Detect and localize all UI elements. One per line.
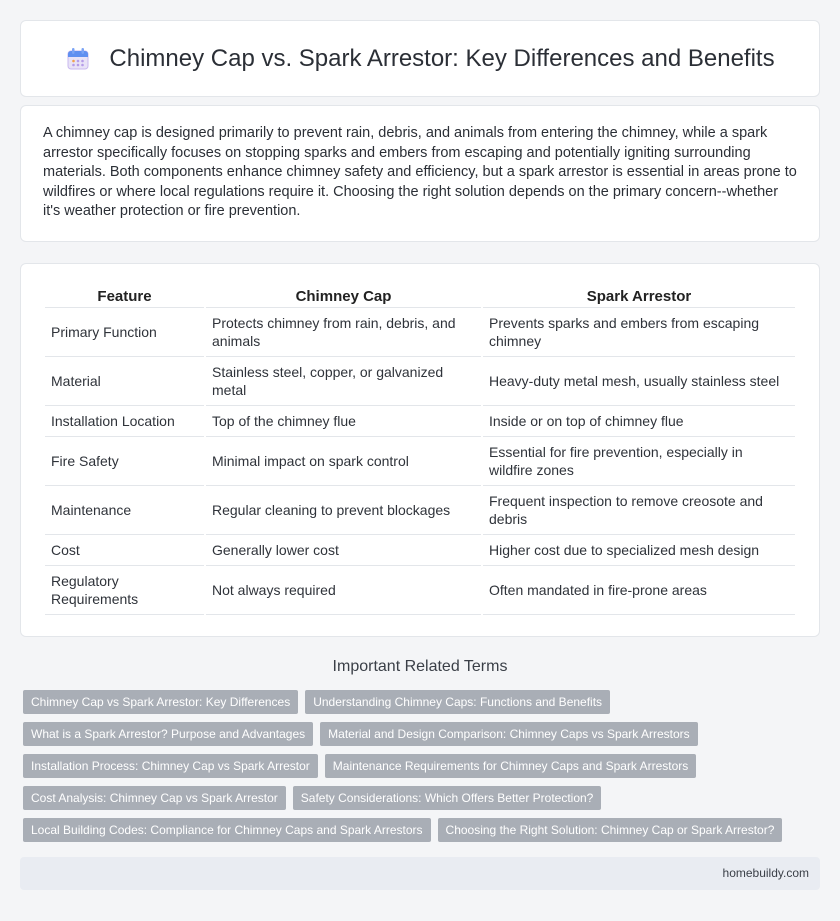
table-cell: Frequent inspection to remove creosote and debris <box>483 486 795 535</box>
footer-site[interactable]: homebuildy.com <box>722 866 809 880</box>
table-cell: Material <box>45 357 204 406</box>
header-spark-arrestor: Spark Arrestor <box>483 284 795 308</box>
related-terms-list <box>23 690 818 850</box>
term-row <box>23 690 818 714</box>
table-row <box>45 437 795 486</box>
term-row <box>23 722 818 746</box>
table-cell: Fire Safety <box>45 437 204 486</box>
table-row <box>45 357 795 406</box>
term-tag[interactable]: Maintenance Requirements for Chimney Caps and Spark Arrestors <box>325 754 697 778</box>
header-feature: Feature <box>45 284 204 308</box>
table-cell: Protects chimney from rain, debris, and animals <box>206 308 481 357</box>
term-tag[interactable]: Chimney Cap vs Spark Arrestor: Key Differences <box>23 690 298 714</box>
table-cell: Higher cost due to specialized mesh design <box>483 535 795 566</box>
footer <box>20 857 820 890</box>
table-row <box>45 566 795 615</box>
term-tag[interactable]: Installation Process: Chimney Cap vs Spark Arrestor <box>23 754 318 778</box>
table-row <box>45 535 795 566</box>
table-row <box>45 406 795 437</box>
related-terms-title: Important Related Terms <box>332 658 508 675</box>
table-cell: Heavy-duty metal mesh, usually stainless steel <box>483 357 795 406</box>
comparison-table <box>43 284 797 615</box>
table-cell: Prevents sparks and embers from escaping chimney <box>483 308 795 357</box>
table-cell: Top of the chimney flue <box>206 406 481 437</box>
table-cell: Cost <box>45 535 204 566</box>
term-tag[interactable]: Material and Design Comparison: Chimney Caps vs Spark Arrestors <box>320 722 697 746</box>
table-cell: Not always required <box>206 566 481 615</box>
comparison-table-card <box>20 263 820 637</box>
calendar-icon <box>65 46 91 72</box>
term-tag[interactable]: Choosing the Right Solution: Chimney Cap or Spark Arrestor? <box>438 818 783 842</box>
page-title: Chimney Cap vs. Spark Arrestor: Key Differences and Benefits <box>109 44 775 72</box>
table-cell: Often mandated in fire-prone areas <box>483 566 795 615</box>
intro-paragraph: A chimney cap is designed primarily to prevent rain, debris, and animals from entering the chimney, while a spark arrestor specifically focuses on stopping sparks and embers from escaping and potentially igniting surrounding materials. Both components enhance chimney safety and efficiency, but a spark arrestor is essential in areas prone to wildfires or where local regulations require it. Choosing the right solution depends on the primary concern--whether it's weather protection or fire prevention. <box>43 125 797 219</box>
table-row <box>45 308 795 357</box>
title-wrap <box>65 45 774 73</box>
table-cell: Stainless steel, copper, or galvanized metal <box>206 357 481 406</box>
table-header-row <box>45 284 795 308</box>
table-cell: Generally lower cost <box>206 535 481 566</box>
term-row <box>23 818 818 842</box>
header-card <box>20 20 820 97</box>
table-cell: Installation Location <box>45 406 204 437</box>
header-chimney-cap: Chimney Cap <box>206 284 481 308</box>
table-cell: Regular cleaning to prevent blockages <box>206 486 481 535</box>
term-row <box>23 786 818 810</box>
table-row <box>45 486 795 535</box>
term-tag[interactable]: Cost Analysis: Chimney Cap vs Spark Arrestor <box>23 786 286 810</box>
intro-card <box>20 105 820 242</box>
table-cell: Regulatory Requirements <box>45 566 204 615</box>
term-row <box>23 754 818 778</box>
table-cell: Maintenance <box>45 486 204 535</box>
table-cell: Minimal impact on spark control <box>206 437 481 486</box>
term-tag[interactable]: Understanding Chimney Caps: Functions and Benefits <box>305 690 610 714</box>
term-tag[interactable]: Safety Considerations: Which Offers Better Protection? <box>293 786 602 810</box>
table-cell: Inside or on top of chimney flue <box>483 406 795 437</box>
term-tag[interactable]: Local Building Codes: Compliance for Chimney Caps and Spark Arrestors <box>23 818 431 842</box>
table-cell: Primary Function <box>45 308 204 357</box>
table-cell: Essential for fire prevention, especially in wildfire zones <box>483 437 795 486</box>
term-tag[interactable]: What is a Spark Arrestor? Purpose and Advantages <box>23 722 313 746</box>
